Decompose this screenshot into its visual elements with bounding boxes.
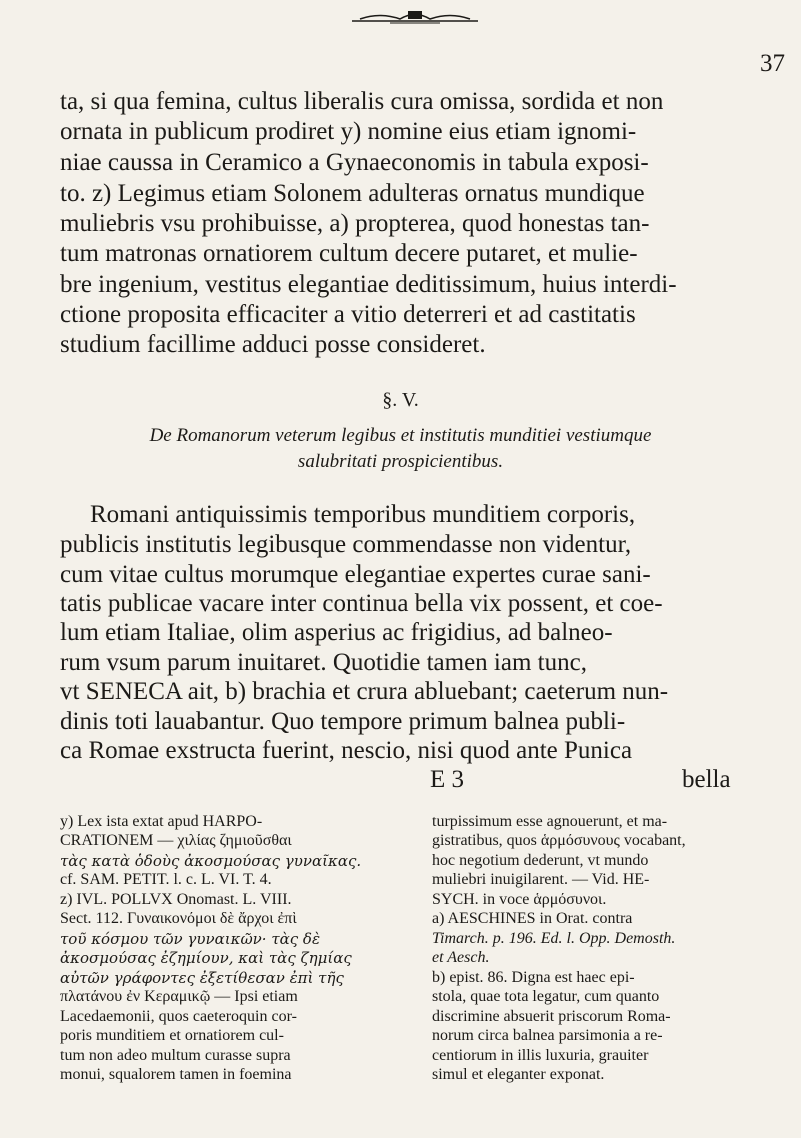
footnote-line: centiorum in illis luxuria, grauiter (432, 1047, 649, 1064)
footnote-line: Sect. 112. Γυναικονόμοι δὲ ἄρχοι ἐπὶ (60, 910, 297, 927)
text-line: tatis publicae vacare inter continua bella vix possent, et coe- (60, 590, 663, 617)
footnote-line: a) AESCHINES in Orat. contra (432, 910, 633, 927)
text-line: publicis institutis legibusque commendasse non videntur, (60, 531, 632, 558)
footnote-line: gistratibus, quos ἁρμόσυνους vocabant, (432, 832, 686, 849)
text-line: ca Romae exstructa fuerint, nescio, nisi quod ante Punica (60, 737, 633, 764)
text-line: studium facillime adduci posse consideret. (60, 331, 486, 358)
text-line: tum matronas ornatiorem cultum decere putaret, et mulie- (60, 240, 638, 267)
footnote-line: discrimine absuerit priscorum Roma- (432, 1008, 671, 1025)
footnote-line: norum circa balnea parsimonia a re- (432, 1027, 663, 1044)
footnote-line: turpissimum esse agnouerunt, et ma- (432, 813, 668, 830)
footnote-line: τοῦ κόσμου τῶν γυναικῶν· τὰς δὲ (60, 930, 321, 948)
footnote-line: αὐτῶν γράφοντες ἐξετίθεσαν ἐπὶ τῆς (60, 969, 344, 987)
text-line: Romani antiquissimis temporibus munditiem corporis, (90, 501, 636, 528)
text-line: lum etiam Italiae, olim asperius ac frigidius, ad balneo- (60, 619, 613, 646)
text-line: cum vitae cultus morumque elegantiae expertes curae sani- (60, 561, 651, 588)
text-line: vt SENECA ait, b) brachia et crura abluebant; caeterum nun- (60, 678, 669, 705)
footnote-line: τὰς κατὰ ὁδοὺς ἀκοσμούσας γυναῖκας. (60, 852, 362, 870)
footnote-line: Timarch. p. 196. Ed. l. Opp. Demosth. (432, 930, 676, 947)
footnote-line: ἀκοσμούσας ἐζημίουν, καὶ τὰς ζημίας (60, 949, 352, 967)
text-line: rum vsum parum inuitaret. Quotidie tamen iam tunc, (60, 649, 587, 676)
page-number: 37 (760, 50, 785, 77)
footnote-line: z) IVL. POLLVX Onomast. L. VIII. (60, 891, 292, 908)
footnote-line: cf. SAM. PETIT. l. c. L. VI. T. 4. (60, 871, 272, 888)
footnote-line: tum non adeo multum curasse supra (60, 1047, 291, 1064)
footnote-line: muliebri inuigilarent. — Vid. HE- (432, 871, 650, 888)
footnote-line: poris munditiem et ornatiorem cul- (60, 1027, 284, 1044)
footnote-line: πλατάνου ἐν Κεραμικῷ — Ipsi etiam (60, 988, 298, 1005)
text-line: to. z) Legimus etiam Solonem adulteras ornatus mundique (60, 180, 645, 207)
section-title-line2: salubritati prospicientibus. (297, 451, 504, 472)
footnote-line: y) Lex ista extat apud HARPO- (60, 813, 263, 830)
text-line: ta, si qua femina, cultus liberalis cura omissa, sordida et non (60, 88, 664, 115)
text-line: ctione proposita efficaciter a vitio deterreri et ad castitatis (60, 301, 636, 328)
footnote-line: monui, squalorem tamen in foemina (60, 1066, 292, 1083)
header-ornament (350, 8, 480, 24)
text-line: bre ingenium, vestitus elegantiae deditissimum, huius interdi- (60, 271, 677, 298)
footnote-line: stola, quae tota legatur, cum quanto (432, 988, 660, 1005)
footnote-line: hoc negotium dederunt, vt mundo (432, 852, 649, 869)
text-line: muliebris vsu prohibuisse, a) propterea, quod honestas tan- (60, 210, 650, 237)
signature-mark: E 3 (430, 766, 465, 793)
text-line: ornata in publicum prodiret y) nomine eius etiam ignomi- (60, 118, 637, 145)
section-number: §. V. (382, 389, 419, 411)
text-line: niae caussa in Ceramico a Gynaeconomis in tabula exposi- (60, 149, 649, 176)
footnote-line: b) epist. 86. Digna est haec epi- (432, 969, 635, 986)
footnote-line: CRATIONEM — χιλίας ζημιοῦσθαι (60, 832, 292, 849)
footnote-line: et Aesch. (432, 949, 490, 966)
catchword: bella (682, 766, 731, 793)
footnote-line: simul et eleganter exponat. (432, 1066, 605, 1083)
footnote-line: Lacedaemonii, quos caeteroquin cor- (60, 1008, 297, 1025)
text-line: dinis toti lauabantur. Quo tempore primum balnea publi- (60, 708, 626, 735)
footnote-line: SYCH. in voce ἁρμόσυνοι. (432, 891, 607, 908)
section-title-line1: De Romanorum veterum legibus et institutis munditiei vestiumque (149, 425, 652, 446)
